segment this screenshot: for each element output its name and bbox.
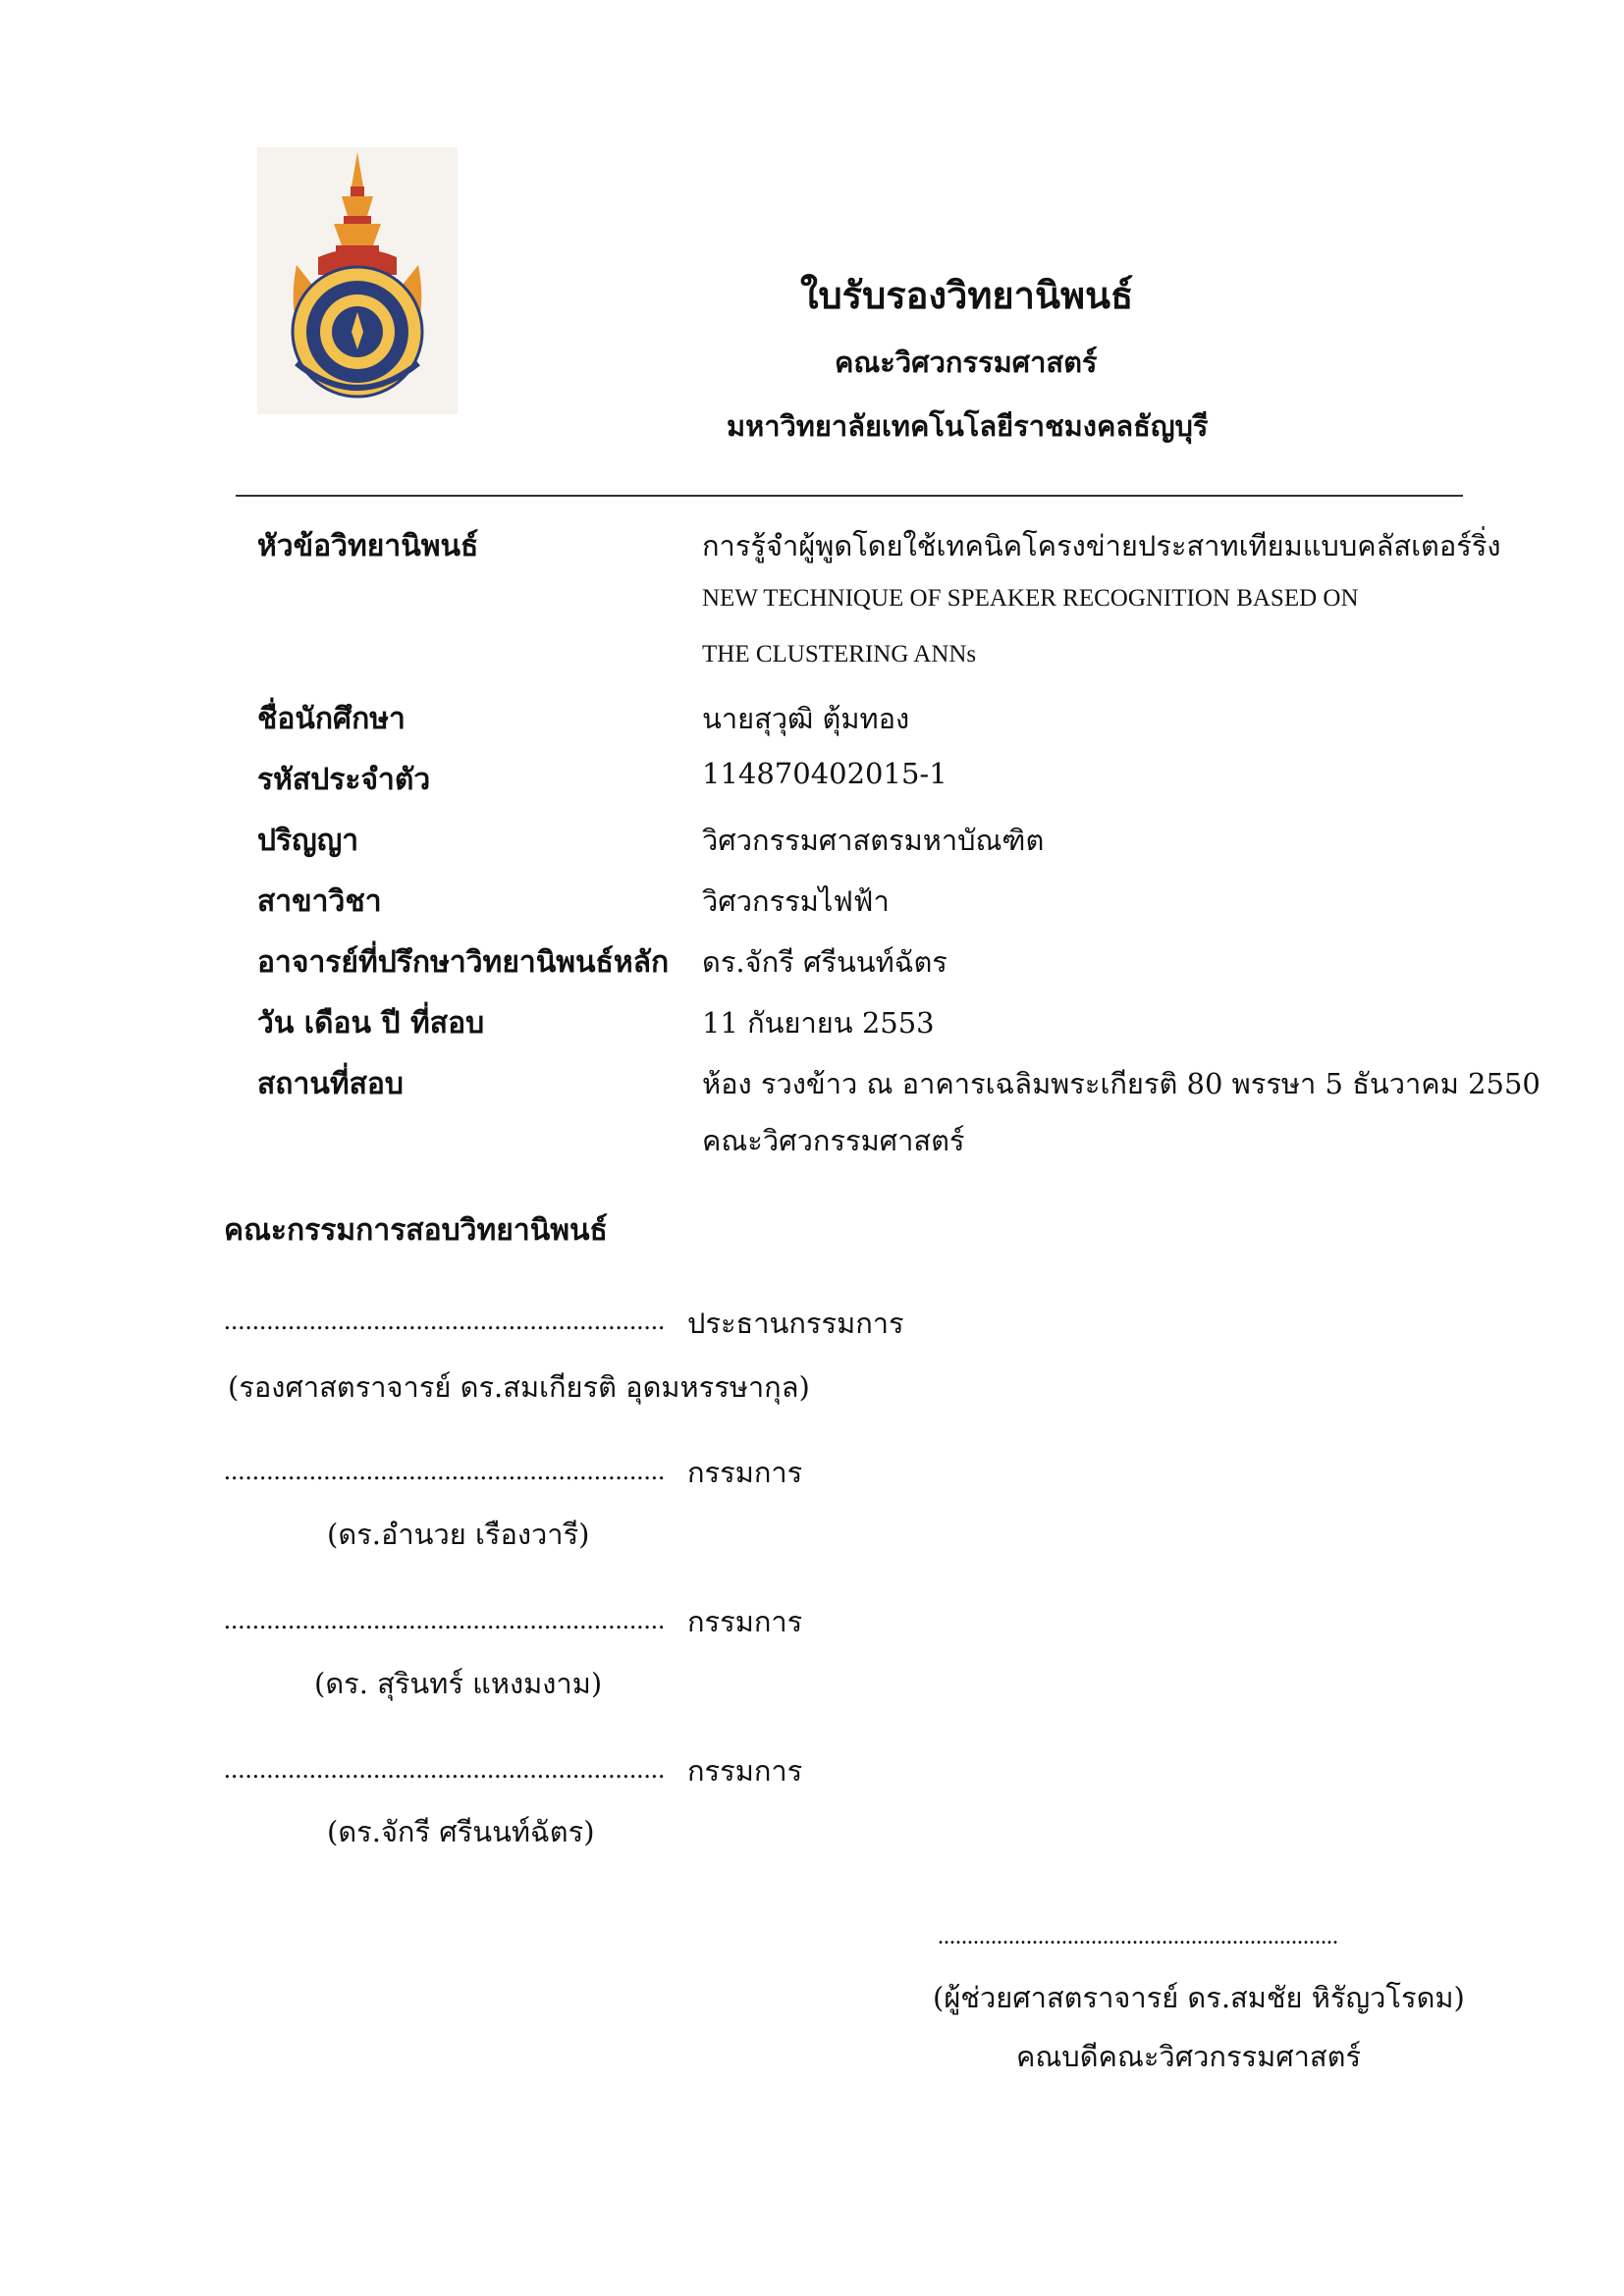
advisor-label: อาจารย์ที่ปรึกษาวิทยานิพนธ์หลัก [257, 945, 670, 980]
advisor: ดร.จักรี ศรีนนท์ฉัตร [702, 945, 947, 979]
exam-venue-label: สถานที่สอบ [257, 1067, 404, 1101]
major: วิศวกรรมไฟฟ้า [702, 884, 890, 918]
university-logo [257, 147, 458, 414]
document-title: ใบรับรองวิทยานิพนธ์ [800, 273, 1134, 317]
student-id-label: รหัสประจำตัว [257, 763, 431, 797]
student-name-label: ชื่อนักศึกษา [257, 702, 406, 736]
committee-title: คณะกรรมการสอบวิทยานิพนธ์ [224, 1213, 608, 1248]
thesis-title-thai: การรู้จำผู้พูดโดยใช้เทคนิคโครงข่ายประสาทเทียมแบบคลัสเตอร์ริ่ง [702, 529, 1501, 562]
dean-title: คณบดีคณะวิศวกรรมศาสตร์ [1016, 2040, 1362, 2073]
committee-role-chair: ประธานกรรมการ [687, 1307, 904, 1340]
dean-name: (ผู้ช่วยศาสตราจารย์ ดร.สมชัย หิรัญวโรดม) [933, 1981, 1465, 2014]
faculty-name: คณะวิศวกรรมศาสตร์ [835, 346, 1098, 379]
exam-venue-line2: คณะวิศวกรรมศาสตร์ [702, 1124, 965, 1157]
committee-role-member: กรรมการ [687, 1605, 803, 1638]
committee-member-chair: (รองศาสตราจารย์ ดร.สมเกียรติ อุดมหรรษากุล) [228, 1370, 810, 1404]
exam-date: 11 กันยายน 2553 [702, 1006, 935, 1040]
university-name: มหาวิทยาลัยเทคโนโลยีราชมงคลธัญบุรี [727, 409, 1209, 443]
committee-member: (ดร.อำนวย เรืองวารี) [327, 1518, 590, 1551]
committee-member: (ดร.จักรี ศรีนนท์ฉัตร) [327, 1815, 595, 1848]
exam-date-label: วัน เดือน ปี ที่สอบ [257, 1006, 485, 1041]
signature-line: .............................................................. [224, 1306, 666, 1335]
header-divider [236, 495, 1463, 497]
committee-member: (ดร. สุรินทร์ แหงมงาม) [314, 1667, 603, 1700]
signature-line: .............................................................. [224, 1456, 666, 1485]
exam-venue-line1: ห้อง รวงข้าว ณ อาคารเฉลิมพระเกียรติ 80 พรรษา 5 ธันวาคม 2550 [702, 1067, 1541, 1100]
major-label: สาขาวิชา [257, 884, 382, 919]
dean-signature-line: .................................................................... [938, 1924, 1338, 1949]
student-name: นายสุวุฒิ ตุ้มทอง [702, 702, 910, 735]
thesis-title-label: หัวข้อวิทยานิพนธ์ [257, 529, 479, 563]
emblem-icon [257, 147, 458, 414]
committee-role-member: กรรมการ [687, 1754, 803, 1788]
student-id: 114870402015-1 [702, 757, 947, 790]
signature-line: .............................................................. [224, 1605, 666, 1634]
signature-line: .............................................................. [224, 1754, 666, 1784]
thesis-title-english-line1: NEW TECHNIQUE OF SPEAKER RECOGNITION BASED ON [702, 585, 1359, 612]
degree: วิศวกรรมศาสตรมหาบัณฑิต [702, 824, 1045, 857]
degree-label: ปริญญา [257, 824, 359, 858]
thesis-title-english-line2: THE CLUSTERING ANNs [702, 641, 977, 667]
committee-role-member: กรรมการ [687, 1456, 803, 1489]
